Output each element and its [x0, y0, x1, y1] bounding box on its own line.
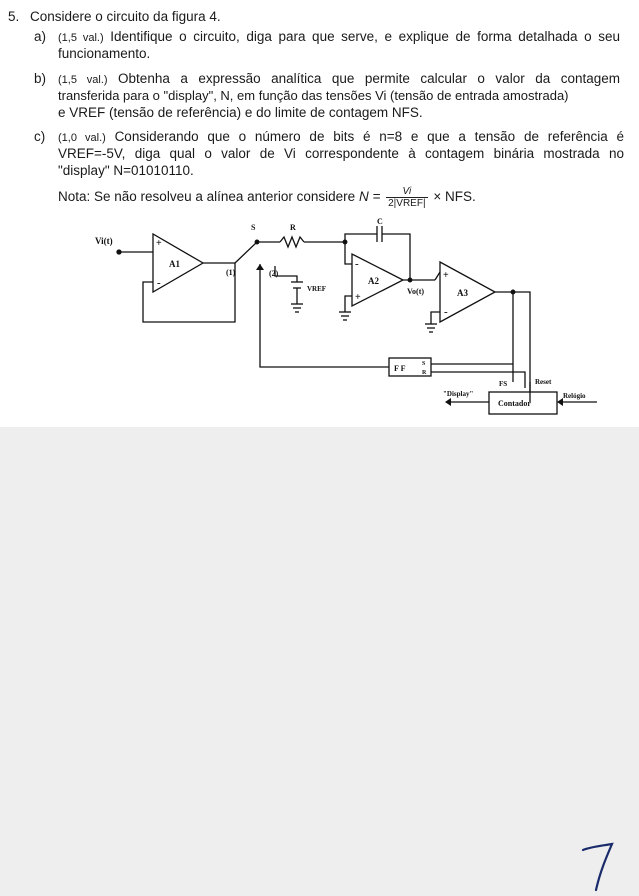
- item-b-line3: e VREF (tensão de referência) e do limite de contagem NFS.: [58, 105, 423, 120]
- opamp-a3: [440, 262, 495, 322]
- a3-plus: +: [443, 270, 449, 281]
- label-pos2: (2): [269, 269, 279, 278]
- label-vin: Vi(t): [95, 236, 113, 246]
- question-number: 5.: [8, 9, 20, 24]
- note-rhs: × NFS.: [433, 189, 476, 205]
- label-clock: Relógio: [563, 392, 586, 400]
- label-ff: F F: [394, 364, 406, 373]
- opamp-a2: [352, 254, 403, 306]
- label-a1: A1: [169, 259, 180, 269]
- note-line: [58, 186, 476, 209]
- label-switch: S: [251, 223, 256, 232]
- note-fraction: $\frac{Vi}{\text{2|VREF|}}$: [388, 186, 426, 209]
- label-capacitor: C: [377, 217, 383, 226]
- label-a2: A2: [368, 276, 379, 286]
- opamp-a1: [153, 234, 203, 292]
- item-a-line1: (1,5 val.) Identifique o circuito, diga para que serve, e explique de forma detalhada o seu: [58, 29, 620, 44]
- label-counter: Contador: [498, 399, 531, 408]
- circuit-diagram: [85, 212, 605, 424]
- label-ff-r: R: [422, 370, 427, 376]
- item-b-line2: transferida para o "display", N, em função das tensões Vi (tensão de entrada amostrada): [58, 88, 569, 103]
- switch-s: [235, 242, 257, 263]
- a3-minus: -: [444, 306, 448, 318]
- label-display: "Display": [443, 390, 474, 398]
- label-vo: Vo(t): [407, 287, 425, 296]
- note-prefix: Nota: Se não resolveu a alínea anterior considere: [58, 189, 356, 205]
- item-b-line1: (1,5 val.) Obtenha a expressão analítica que permite calcular o valor da contagem: [58, 71, 620, 86]
- a2-plus: +: [355, 292, 361, 303]
- a1-minus: -: [157, 277, 161, 289]
- label-resistor: R: [290, 223, 296, 232]
- item-c-line2: VREF=-5V, diga qual o valor de Vi correspondente à contagem binária mostrada no: [58, 146, 624, 161]
- label-fs: FS: [499, 380, 508, 388]
- label-vref: VREF: [307, 285, 327, 293]
- a1-plus: +: [156, 238, 162, 249]
- resistor-r: [280, 237, 304, 247]
- item-c-letter: c): [34, 129, 46, 144]
- a2-minus: -: [355, 258, 359, 270]
- handwritten-page-mark: [578, 838, 618, 894]
- label-a3: A3: [457, 288, 468, 298]
- item-c-line1: (1,0 val.) Considerando que o número de bits é n=8 e que a tensão de referência é: [58, 129, 624, 144]
- item-a-line2: funcionamento.: [58, 46, 151, 61]
- flip-flop: [389, 358, 431, 376]
- item-a-letter: a): [34, 29, 47, 44]
- question-intro: Considere o circuito da figura 4.: [30, 9, 221, 24]
- item-c-line3: "display" N=01010110.: [58, 163, 194, 178]
- label-reset: Reset: [535, 378, 552, 386]
- counter: [489, 392, 557, 414]
- item-b-letter: b): [34, 71, 47, 86]
- note-lhs: N =: [358, 189, 381, 205]
- label-pos1: (1): [226, 268, 236, 277]
- label-ff-s: S: [422, 361, 426, 367]
